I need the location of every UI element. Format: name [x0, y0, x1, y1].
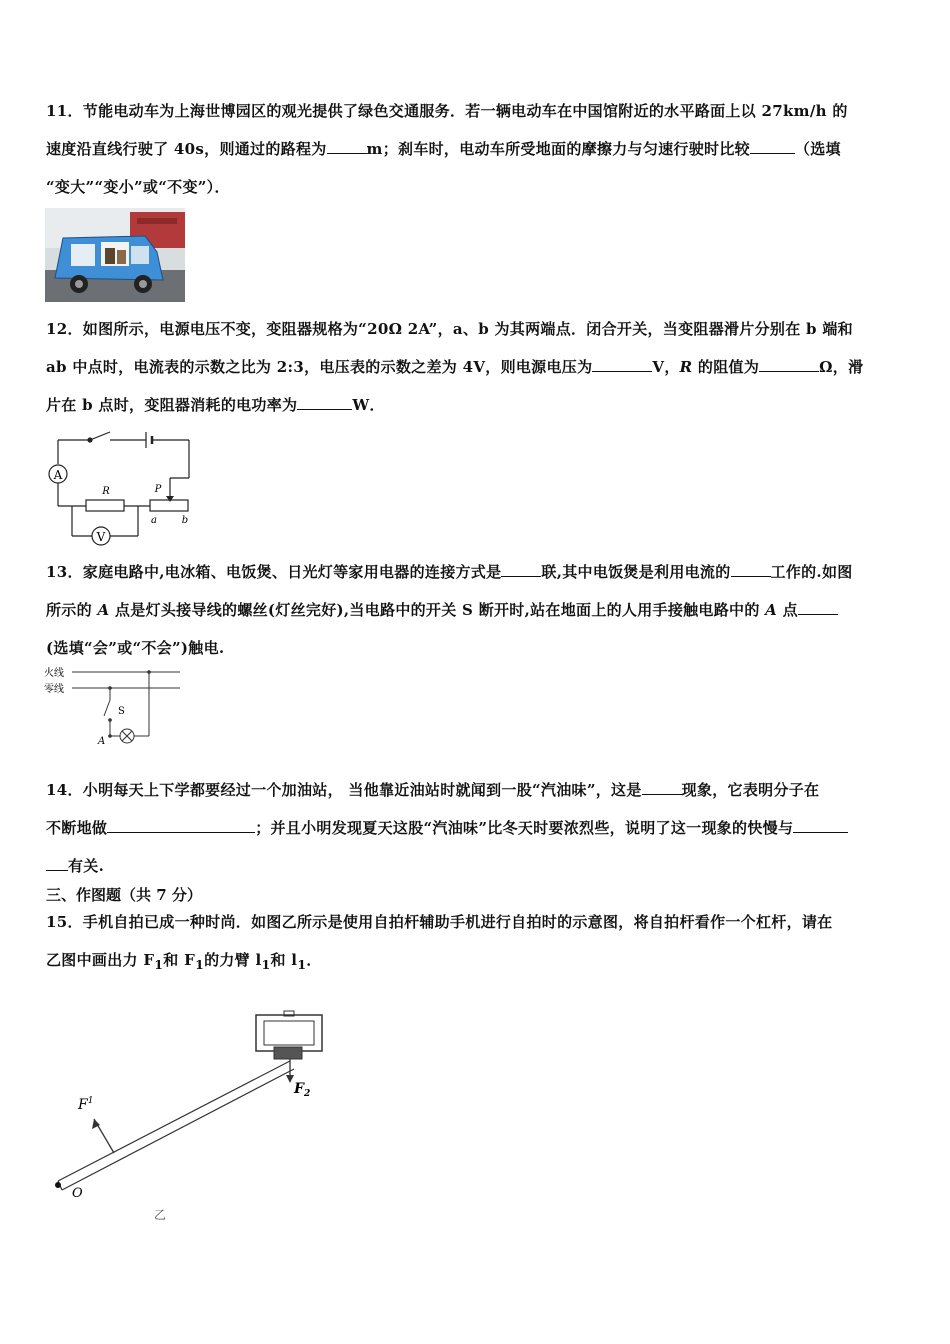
q13-line2d: A: [765, 601, 778, 619]
q12-line2: [46, 348, 908, 386]
q14-line1: [46, 771, 908, 809]
q14-line1a: 14．小明每天上下学都要经过一个加油站， 当他靠近油站时就闻到一股“汽油味”，这是: [46, 781, 642, 799]
question-11: [46, 92, 908, 206]
q12-line2e: Ω，滑: [819, 358, 864, 376]
blank-q14-factor[interactable]: [793, 814, 848, 833]
blank-q12-resistance[interactable]: [759, 353, 819, 372]
neutral-wire-label: 零线: [44, 684, 64, 695]
q15-sub1: 1: [154, 957, 164, 972]
resistor-label: R: [102, 486, 110, 497]
q15-sub3: 1: [261, 957, 271, 972]
q12-line1: 12．如图所示，电源电压不变，变阻器规格为“20Ω 2A”，a、b 为其两端点．闭合开关，当变阻器滑片分别在 b 端和: [46, 320, 853, 338]
q13-line2b: A: [97, 601, 110, 619]
question-13: [46, 553, 908, 667]
q14-line3: 有关.: [68, 857, 105, 875]
q15-line1: 15．手机自拍已成一种时尚．如图乙所示是使用自拍杆辅助手机进行自拍时的示意图，将自拍杆看作一个杠杆，请在: [46, 913, 833, 931]
blank-q14-phenomenon[interactable]: [642, 776, 682, 795]
blank-q12-power[interactable]: [297, 391, 352, 410]
pivot-label: O: [72, 1186, 83, 1201]
q11-line3: “变大”“变小”或“不变”）．: [46, 178, 230, 196]
electric-car-photo: [45, 208, 185, 302]
section-heading: 三、作图题（共 7 分）: [46, 886, 202, 904]
voltmeter-label: V: [96, 530, 106, 544]
q12-line3b: W．: [352, 396, 385, 414]
end-a-label: a: [151, 515, 157, 526]
q13-line2e: 点: [777, 601, 798, 619]
blank-q13-effect[interactable]: [731, 558, 771, 577]
q14-line2a: 不断地做: [46, 819, 108, 837]
q11-line2a: 速度沿直线行驶了 40s，则通过的路程为: [46, 140, 327, 158]
circuit-diagram-q12: [44, 426, 204, 550]
q13-line2: [46, 591, 908, 629]
q15-line2e: ．: [306, 951, 322, 969]
q13-line1c: 工作的.如图: [770, 563, 853, 581]
q12-line2b: V，: [652, 358, 680, 376]
q12-line2d: 的阻值为: [692, 358, 760, 376]
switch-label: S: [118, 706, 125, 717]
q13-line2c: 点是灯头接导线的螺丝(灯丝完好),当电路中的开关 S 断开时,站在地面上的人用手接触电路中的: [109, 601, 766, 619]
blank-q11-friction[interactable]: [750, 135, 795, 154]
f1-label: $F^1$: [78, 1096, 94, 1113]
end-b-label: b: [181, 515, 189, 526]
ammeter-label: A: [53, 468, 63, 482]
household-circuit-q13: [44, 664, 184, 746]
q12-line2c: R: [679, 358, 693, 376]
q12-line3a: 片在 b 点时，变阻器消耗的电功率为: [46, 396, 298, 414]
q15-line2: [46, 941, 908, 984]
q13-line1: [46, 553, 908, 591]
q15-sub2: 1: [195, 957, 205, 972]
blank-q13-connection[interactable]: [501, 558, 541, 577]
blank-q14-factor-cont: [46, 852, 68, 871]
figure-caption: 乙: [154, 1208, 167, 1222]
q15-line2c: 的力臂 l: [204, 951, 262, 969]
q14-line3: [46, 847, 908, 885]
q12-line3: [46, 386, 908, 424]
blank-q13-shock[interactable]: [798, 596, 838, 615]
q12-line2a: ab 中点时，电流表的示数之比为 2:3，电压表的示数之差为 4V，则电源电压为: [46, 358, 593, 376]
q15-line2d: 和 l: [270, 951, 298, 969]
fire-wire-label: 火线: [44, 668, 64, 679]
q15-line2b: 和 F: [163, 951, 196, 969]
q15-line2a: 乙图中画出力 F: [46, 951, 155, 969]
f2-label: $F_2$: [294, 1081, 311, 1099]
q14-line1b: 现象，它表明分子在: [681, 781, 820, 799]
blank-q14-motion[interactable]: [107, 814, 255, 833]
q11-line2: [46, 130, 908, 168]
q14-line2b: ；并且小明发现夏天这股“汽油味”比冬天时要浓烈些，说明了这一现象的快慢与: [255, 819, 794, 837]
question-15: [46, 903, 908, 984]
slider-label: P: [154, 484, 162, 495]
blank-q11-distance[interactable]: [327, 135, 367, 154]
q14-line2: [46, 809, 908, 847]
q11-line2b: m；刹车时，电动车所受地面的摩擦力与匀速行驶时比较: [366, 140, 750, 158]
q13-line1a: 13．家庭电路中,电冰箱、电饭煲、日光灯等家用电器的连接方式是: [46, 563, 502, 581]
q15-sub4: 1: [297, 957, 307, 972]
q11-line1: 11．节能电动车为上海世博园区的观光提供了绿色交通服务．若一辆电动车在中国馆附近的水平路面上以 27km/h 的: [46, 102, 848, 120]
question-12: [46, 310, 908, 424]
selfie-stick-diagram: [44, 1005, 344, 1230]
question-14: [46, 771, 908, 885]
q13-line2a: 所示的: [46, 601, 98, 619]
q13-line3: (选填“会”或“不会”)触电.: [46, 639, 225, 657]
q13-line1b: 联,其中电饭煲是利用电流的: [541, 563, 731, 581]
q11-line2c: （选填: [794, 140, 841, 158]
pivot-point: [55, 1182, 61, 1188]
blank-q12-voltage[interactable]: [592, 353, 652, 372]
point-a-label: A: [98, 736, 106, 746]
